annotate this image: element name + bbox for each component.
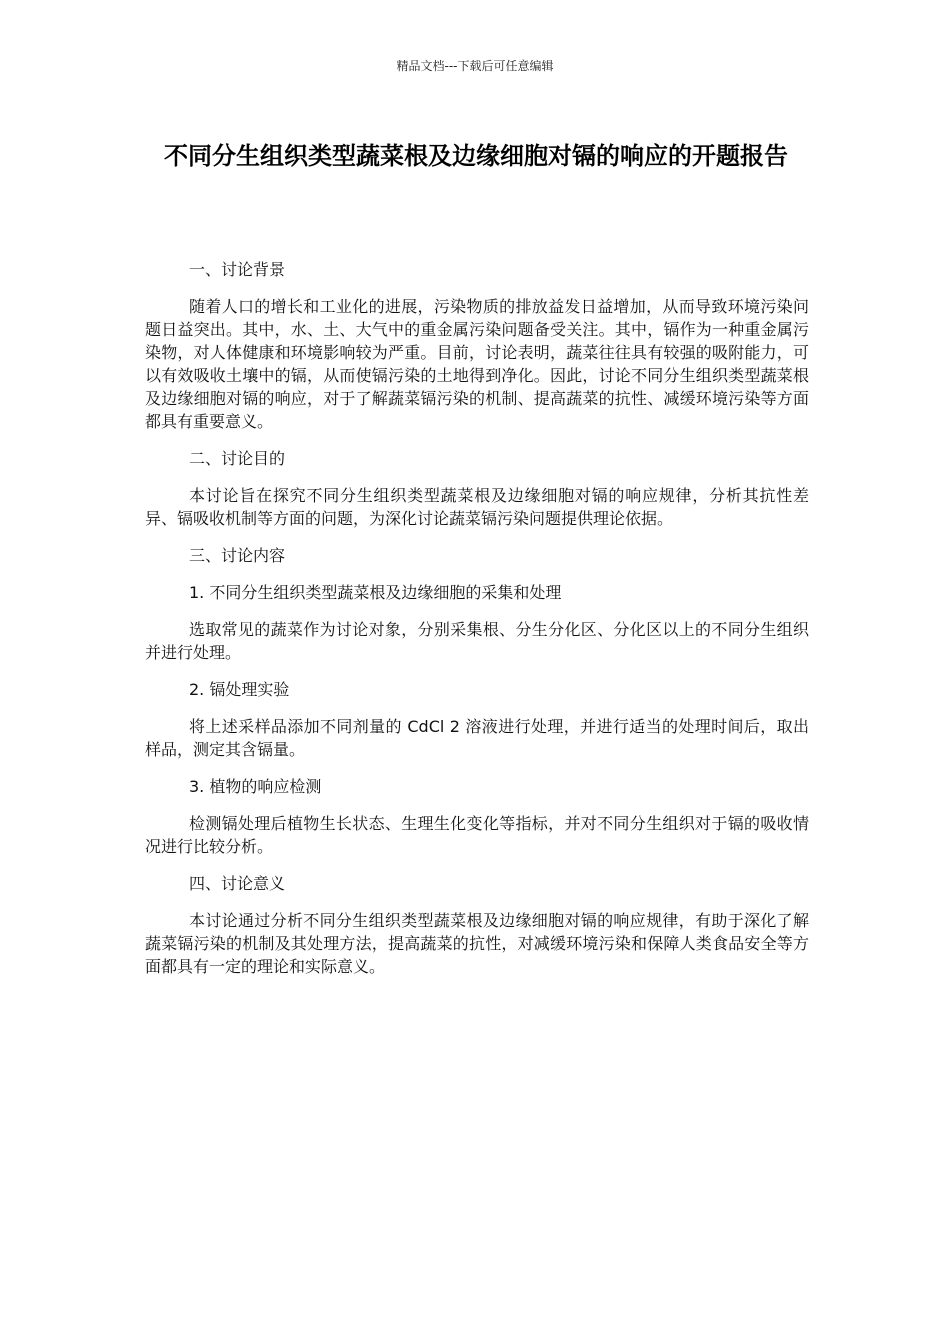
subsection-heading-cadmium-experiment: 2. 镉处理实验: [189, 680, 290, 699]
section-heading-purpose: 二、讨论目的: [189, 449, 286, 468]
paragraph-background: 随着人口的增长和工业化的进展，污染物质的排放益发日益增加，从而导致环境污染问题日益突出。其中，水、土、大气中的重金属污染问题备受关注。其中，镉作为一种重金属污染物，对人体健康和环境影响较为严重。目前，讨论表明，蔬菜往往具有较强的吸附能力，可以有效吸收土壤中的镉，从而使镉污染的土地得到净化。因此，讨论不同分生组织类型蔬菜根及边缘细胞对镉的响应，对于了解蔬菜镉污染的机制、提高蔬菜的抗性、减缓环境污染等方面都具有重要意义。: [145, 297, 809, 431]
subsection-heading-collection: 1. 不同分生组织类型蔬菜根及边缘细胞的采集和处理: [189, 583, 562, 602]
section-heading-background: 一、讨论背景: [189, 260, 286, 279]
paragraph-collection: 选取常见的蔬菜作为讨论对象，分别采集根、分生分化区、分化区以上的不同分生组织并进行处理。: [145, 620, 809, 662]
section-heading-significance: 四、讨论意义: [189, 874, 286, 893]
paragraph-significance: 本讨论通过分析不同分生组织类型蔬菜根及边缘细胞对镉的响应规律，有助于深化了解蔬菜镉污染的机制及其处理方法，提高蔬菜的抗性，对减缓环境污染和保障人类食品安全等方面都具有一定的理论和实际意义。: [145, 911, 809, 976]
paragraph-purpose: 本讨论旨在探究不同分生组织类型蔬菜根及边缘细胞对镉的响应规律，分析其抗性差异、镉吸收机制等方面的问题，为深化讨论蔬菜镉污染问题提供理论依据。: [145, 486, 809, 528]
section-heading-content: 三、讨论内容: [189, 546, 286, 565]
document-body: [145, 258, 809, 992]
header-note: 精品文档---下载后可任意编辑: [396, 59, 554, 73]
paragraph-cadmium-experiment: 将上述采样品添加不同剂量的 CdCl 2 溶液进行处理，并进行适当的处理时间后，取出样品，测定其含镉量。: [145, 717, 809, 759]
subsection-heading-response-detection: 3. 植物的响应检测: [189, 777, 322, 796]
document-title: 不同分生组织类型蔬菜根及边缘细胞对镉的响应的开题报告: [164, 142, 788, 170]
paragraph-response-detection: 检测镉处理后植物生长状态、生理生化变化等指标，并对不同分生组织对于镉的吸收情况进行比较分析。: [145, 814, 809, 856]
